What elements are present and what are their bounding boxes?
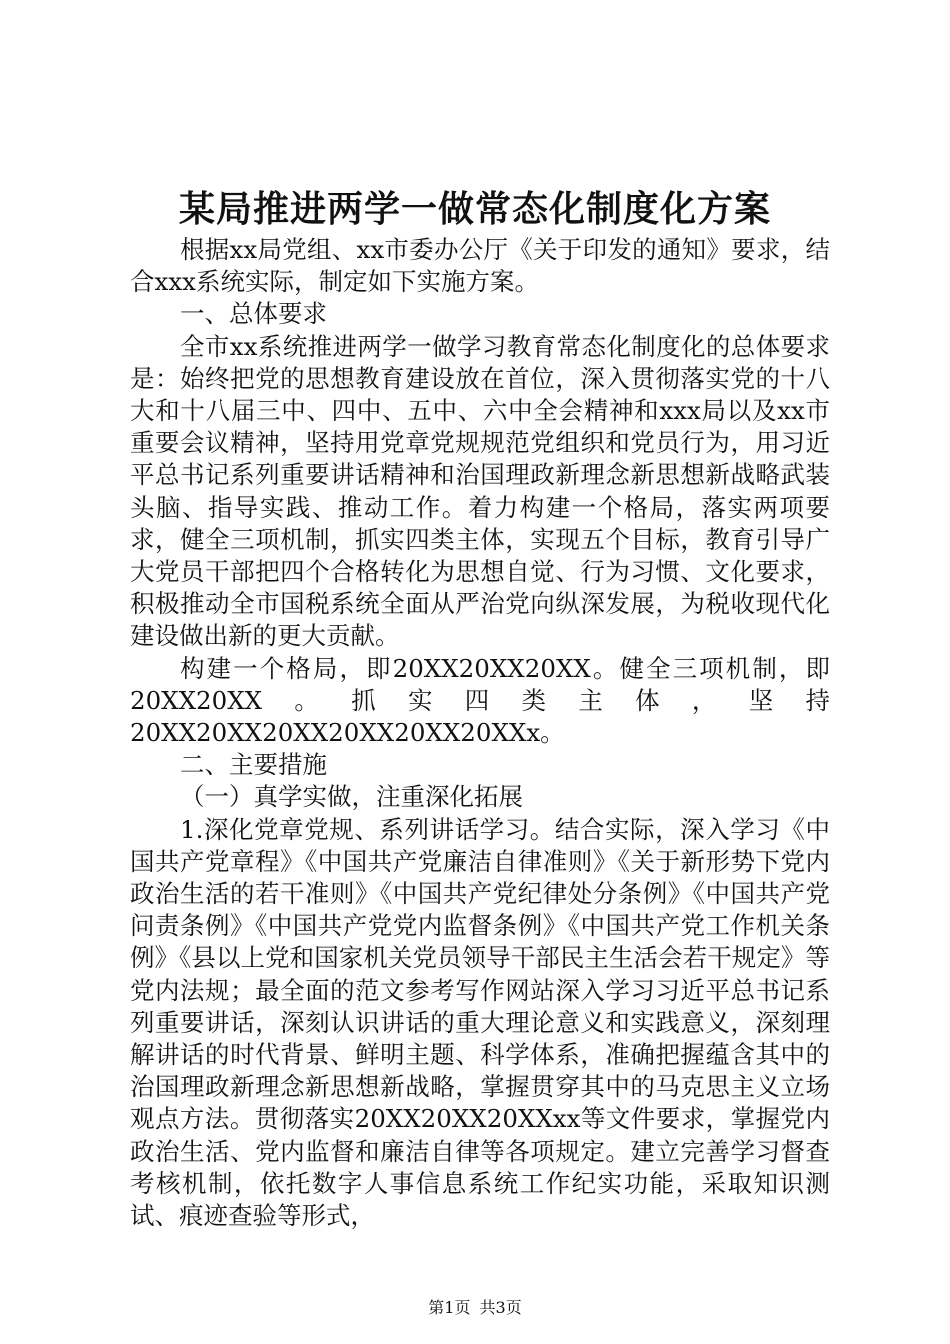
document-body <box>130 234 830 1232</box>
page-total: 共3页 <box>479 1298 522 1317</box>
page-number: 第1页 <box>428 1298 471 1317</box>
page-footer <box>0 1296 950 1320</box>
general-requirements-paragraph: 全市xx系统推进两学一做学习教育常态化制度化的总体要求是：始终把党的思想教育建设放在首位，深入贯彻落实党的十八大和十八届三中、四中、五中、六中全会精神和xxx局以及xx市重要会议精神，坚持用党章党规规范党组织和党员行为，用习近平总书记系列重要讲话精神和治国理政新理念新思想新战略武装头脑、指导实践、推动工作。着力构建一个格局，落实两项要求，健全三项机制，抓实四类主体，实现五个目标，教育引导广大党员干部把四个合格转化为思想自觉、行为习惯、文化要求，积极推动全市国税系统全面从严治党向纵深发展，为税收现代化建设做出新的更大贡献。 <box>130 331 830 651</box>
document-title: 某局推进两学一做常态化制度化方案 <box>178 188 771 230</box>
section-heading-1: 一、总体要求 <box>180 299 327 329</box>
section-heading-2: 二、主要措施 <box>180 750 327 780</box>
framework-paragraph: 构建一个格局，即20XX20XX20XX。健全三项机制，即20XX20XX。抓实四类主体，坚持20XX20XX20XX20XX20XX20XXx。 <box>130 653 830 748</box>
measure-paragraph-1: 1.深化党章党规、系列讲话学习。结合实际，深入学习《中国共产党章程》《中国共产党廉洁自律准则》《关于新形势下党内政治生活的若干准则》《中国共产党纪律处分条例》《中国共产党问责条例》《中国共产党党内监督条例》《中国共产党工作机关条例》《县以上党和国家机关党员领导干部民主生活会若干规定》等党内法规；最全面的范文参考写作网站深入学习习近平总书记系列重要讲话，深刻认识讲话的重大理论意义和实践意义，深刻理解讲话的时代背景、鲜明主题、科学体系，准确把握蕴含其中的治国理政新理念新思想新战略，掌握贯穿其中的马克思主义立场观点方法。贯彻落实20XX20XX20XXxx等文件要求，掌握党内政治生活、党内监督和廉洁自律等各项规定。建立完善学习督查考核机制，依托数字人事信息系统工作纪实功能，采取知识测试、痕迹查验等形式， <box>130 814 830 1231</box>
subsection-heading-1: （一）真学实做，注重深化拓展 <box>180 782 523 812</box>
intro-paragraph: 根据xx局党组、xx市委办公厅《关于印发的通知》要求，结合xxx系统实际，制定如下实施方案。 <box>130 235 830 297</box>
